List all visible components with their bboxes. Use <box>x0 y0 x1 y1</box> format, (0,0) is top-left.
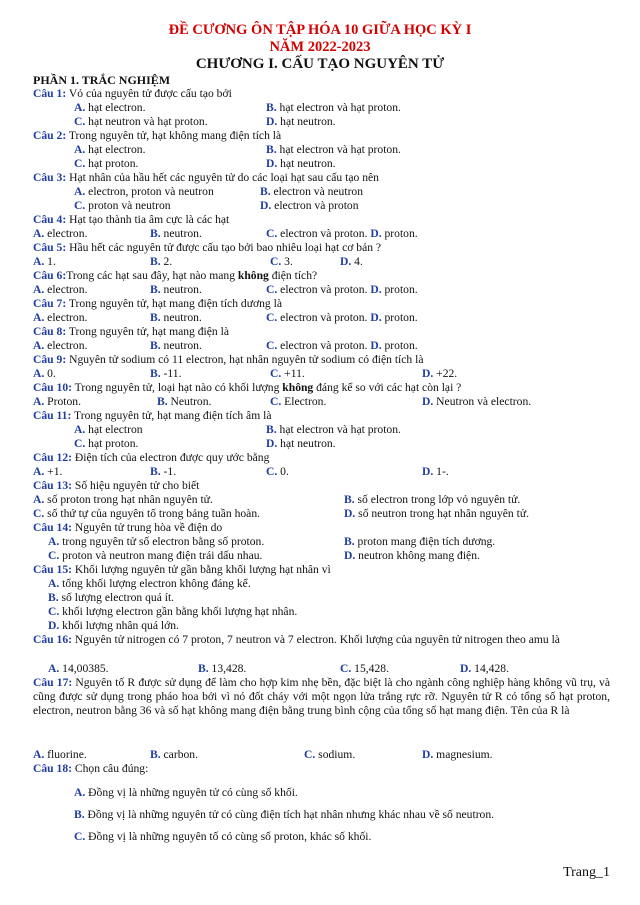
option-10b: B. Neutron. <box>157 395 212 408</box>
question-11: Câu 11: Trong nguyên tử, hạt mang điện tích âm là <box>33 409 272 422</box>
option-17b: B. carbon. <box>150 748 198 761</box>
option-13d: D. số neutron trong hạt nhân nguyên tử. <box>344 507 530 520</box>
option-18c: C. Đồng vị là những nguyên tố có cùng số proton, khác số khối. <box>74 830 372 843</box>
option-14d: D. neutron không mang điện. <box>344 549 480 562</box>
option-3d: D. electron và proton <box>260 199 359 212</box>
option-8a: A. electron. <box>33 339 88 352</box>
option-17d: D. magnesium. <box>422 748 493 761</box>
document-year: NĂM 2022-2023 <box>269 39 371 55</box>
question-9: Câu 9: Nguyên tử sodium có 11 electron, hạt nhân nguyên tử sodium có điện tích là <box>33 353 424 366</box>
option-13b: B. số electron trong lớp vỏ nguyên tử. <box>344 493 521 506</box>
option-11a: A. hạt electron <box>74 423 143 436</box>
option-1c: C. hạt neutron và hạt proton. <box>74 115 208 128</box>
option-15d: D. khối lượng nhân quá lớn. <box>48 619 179 632</box>
option-9c: C. +11. <box>270 367 305 380</box>
option-7b: B. neutron. <box>150 311 202 324</box>
option-2b: B. hạt electron và hạt proton. <box>266 143 401 156</box>
option-5b: B. 2. <box>150 255 173 268</box>
option-14a: A. trong nguyên tử số electron bằng số proton. <box>48 535 265 548</box>
option-11b: B. hạt electron và hạt proton. <box>266 423 401 436</box>
option-5a: A. 1. <box>33 255 56 268</box>
question-15: Câu 15: Khối lượng nguyên tử gần bằng khối lượng hạt nhân vì <box>33 563 331 576</box>
option-6c: C. electron và proton. D. proton. <box>266 283 418 296</box>
question-4: Câu 4: Hạt tạo thành tia âm cực là các hạt <box>33 213 230 226</box>
option-3b: B. electron và neutron <box>260 185 364 198</box>
option-17c: C. sodium. <box>304 748 356 761</box>
option-17a: A. fluorine. <box>33 748 87 761</box>
option-16d: D. 14,428. <box>460 662 509 675</box>
option-13c: C. số thứ tự của nguyên tố trong bảng tuần hoàn. <box>33 507 261 520</box>
option-11d: D. hạt neutron. <box>266 437 336 450</box>
option-1b: B. hạt electron và hạt proton. <box>266 101 401 114</box>
option-3c: C. proton và neutron <box>74 199 171 212</box>
option-4b: B. neutron. <box>150 227 202 240</box>
option-2c: C. hạt proton. <box>74 157 139 170</box>
question-17: Câu 17: Nguyên tố R được sử dụng để làm cho hợp kim nhẹ bền, đặc biệt là cho ngành công nghiệp hàng không vũ trụ, và cũng được sử dụng trong pháo hoa bởi vì nó đốt cháy với một ngọn lửa trắng rực rỡ. Nguyên tử R có tổng số hạt proton, electron, neutron bằng 36 và số hạt không mang điện bằng trung bình cộng của tổng số hạt mang điện. Tên của R là <box>33 676 610 717</box>
option-12a: A. +1. <box>33 465 63 478</box>
option-12b: B. -1. <box>150 465 177 478</box>
question-16: Câu 16: Nguyên tử nitrogen có 7 proton, 7 neutron và 7 electron. Khối lượng của nguyên tử nitrogen theo amu là <box>33 633 560 646</box>
option-8c: C. electron và proton. D. proton. <box>266 339 418 352</box>
option-8b: B. neutron. <box>150 339 202 352</box>
option-15a: A. tổng khối lượng electron không đáng kể. <box>48 577 251 590</box>
option-2d: D. hạt neutron. <box>266 157 336 170</box>
option-5c: C. 3. <box>270 255 293 268</box>
option-7c: C. electron và proton. D. proton. <box>266 311 418 324</box>
option-12c: C. 0. <box>266 465 289 478</box>
option-13a: A. số proton trong hạt nhân nguyên tử. <box>33 493 213 506</box>
option-16b: B. 13,428. <box>198 662 247 675</box>
question-5: Câu 5: Hầu hết các nguyên tử được cấu tạo bởi bao nhiêu loại hạt cơ bản ? <box>33 241 382 254</box>
option-14b: B. proton mang điện tích dương. <box>344 535 496 548</box>
option-14c: C. proton và neutron mang điện trái dấu nhau. <box>48 549 263 562</box>
option-12d: D. 1-. <box>422 465 449 478</box>
option-16a: A. 14,00385. <box>48 662 109 675</box>
option-9b: B. -11. <box>150 367 182 380</box>
option-10d: D. Neutron và electron. <box>422 395 532 408</box>
option-1a: A. hạt electron. <box>74 101 146 114</box>
question-18: Câu 18: Chọn câu đúng: <box>33 762 149 775</box>
option-9d: D. +22. <box>422 367 458 380</box>
page-number: Trang_1 <box>563 865 610 880</box>
option-10c: C. Electron. <box>270 395 327 408</box>
option-18a: A. Đồng vị là những nguyên tử có cùng số khối. <box>74 786 298 799</box>
option-7a: A. electron. <box>33 311 88 324</box>
question-14: Câu 14: Nguyên tử trung hòa về điện do <box>33 521 223 534</box>
option-4a: A. electron. <box>33 227 88 240</box>
question-10: Câu 10: Trong nguyên tử, loại hạt nào có khối lượng không đáng kể so với các hạt còn lại ? <box>33 381 462 394</box>
option-4c: C. electron và proton. D. proton. <box>266 227 418 240</box>
chapter-title: CHƯƠNG I. CẤU TẠO NGUYÊN TỬ <box>195 56 445 72</box>
option-1d: D. hạt neutron. <box>266 115 336 128</box>
option-15b: B. số lượng electron quá ít. <box>48 591 175 604</box>
question-7: Câu 7: Trong nguyên tử, hạt mang điện tích dương là <box>33 297 282 310</box>
option-6b: B. neutron. <box>150 283 202 296</box>
question-8: Câu 8: Trong nguyên tử, hạt mang điện là <box>33 325 229 338</box>
option-15c: C. khối lượng electron gần bằng khối lượng hạt nhân. <box>48 605 298 618</box>
option-9a: A. 0. <box>33 367 56 380</box>
question-12: Câu 12: Điện tích của electron được quy ước bằng <box>33 451 270 464</box>
question-3: Câu 3: Hạt nhân của hầu hết các nguyên tử do các loại hạt sau cấu tạo nên <box>33 171 379 184</box>
document-title: ĐỀ CƯƠNG ÔN TẬP HÓA 10 GIỮA HỌC KỲ I <box>168 22 472 38</box>
option-16c: C. 15,428. <box>340 662 389 675</box>
question-2: Câu 2: Trong nguyên tử, hạt không mang điện tích là <box>33 129 282 142</box>
question-13: Câu 13: Số hiệu nguyên tử cho biết <box>33 479 200 492</box>
option-11c: C. hạt proton. <box>74 437 139 450</box>
section-heading: PHẦN 1. TRẮC NGHIỆM <box>33 73 171 87</box>
option-5d: D. 4. <box>340 255 363 268</box>
option-18b: B. Đồng vị là những nguyên tử có cùng điện tích hạt nhân nhưng khác nhau về số neutron. <box>74 808 495 821</box>
option-6a: A. electron. <box>33 283 88 296</box>
question-1: Câu 1: Vỏ của nguyên tử được cấu tạo bởi <box>33 87 232 100</box>
question-6: Câu 6:Trong các hạt sau đây, hạt nào mang không điện tích? <box>33 269 318 282</box>
option-2a: A. hạt electron. <box>74 143 146 156</box>
option-3a: A. electron, proton và neutron <box>74 185 214 198</box>
option-10a: A. Proton. <box>33 395 81 408</box>
